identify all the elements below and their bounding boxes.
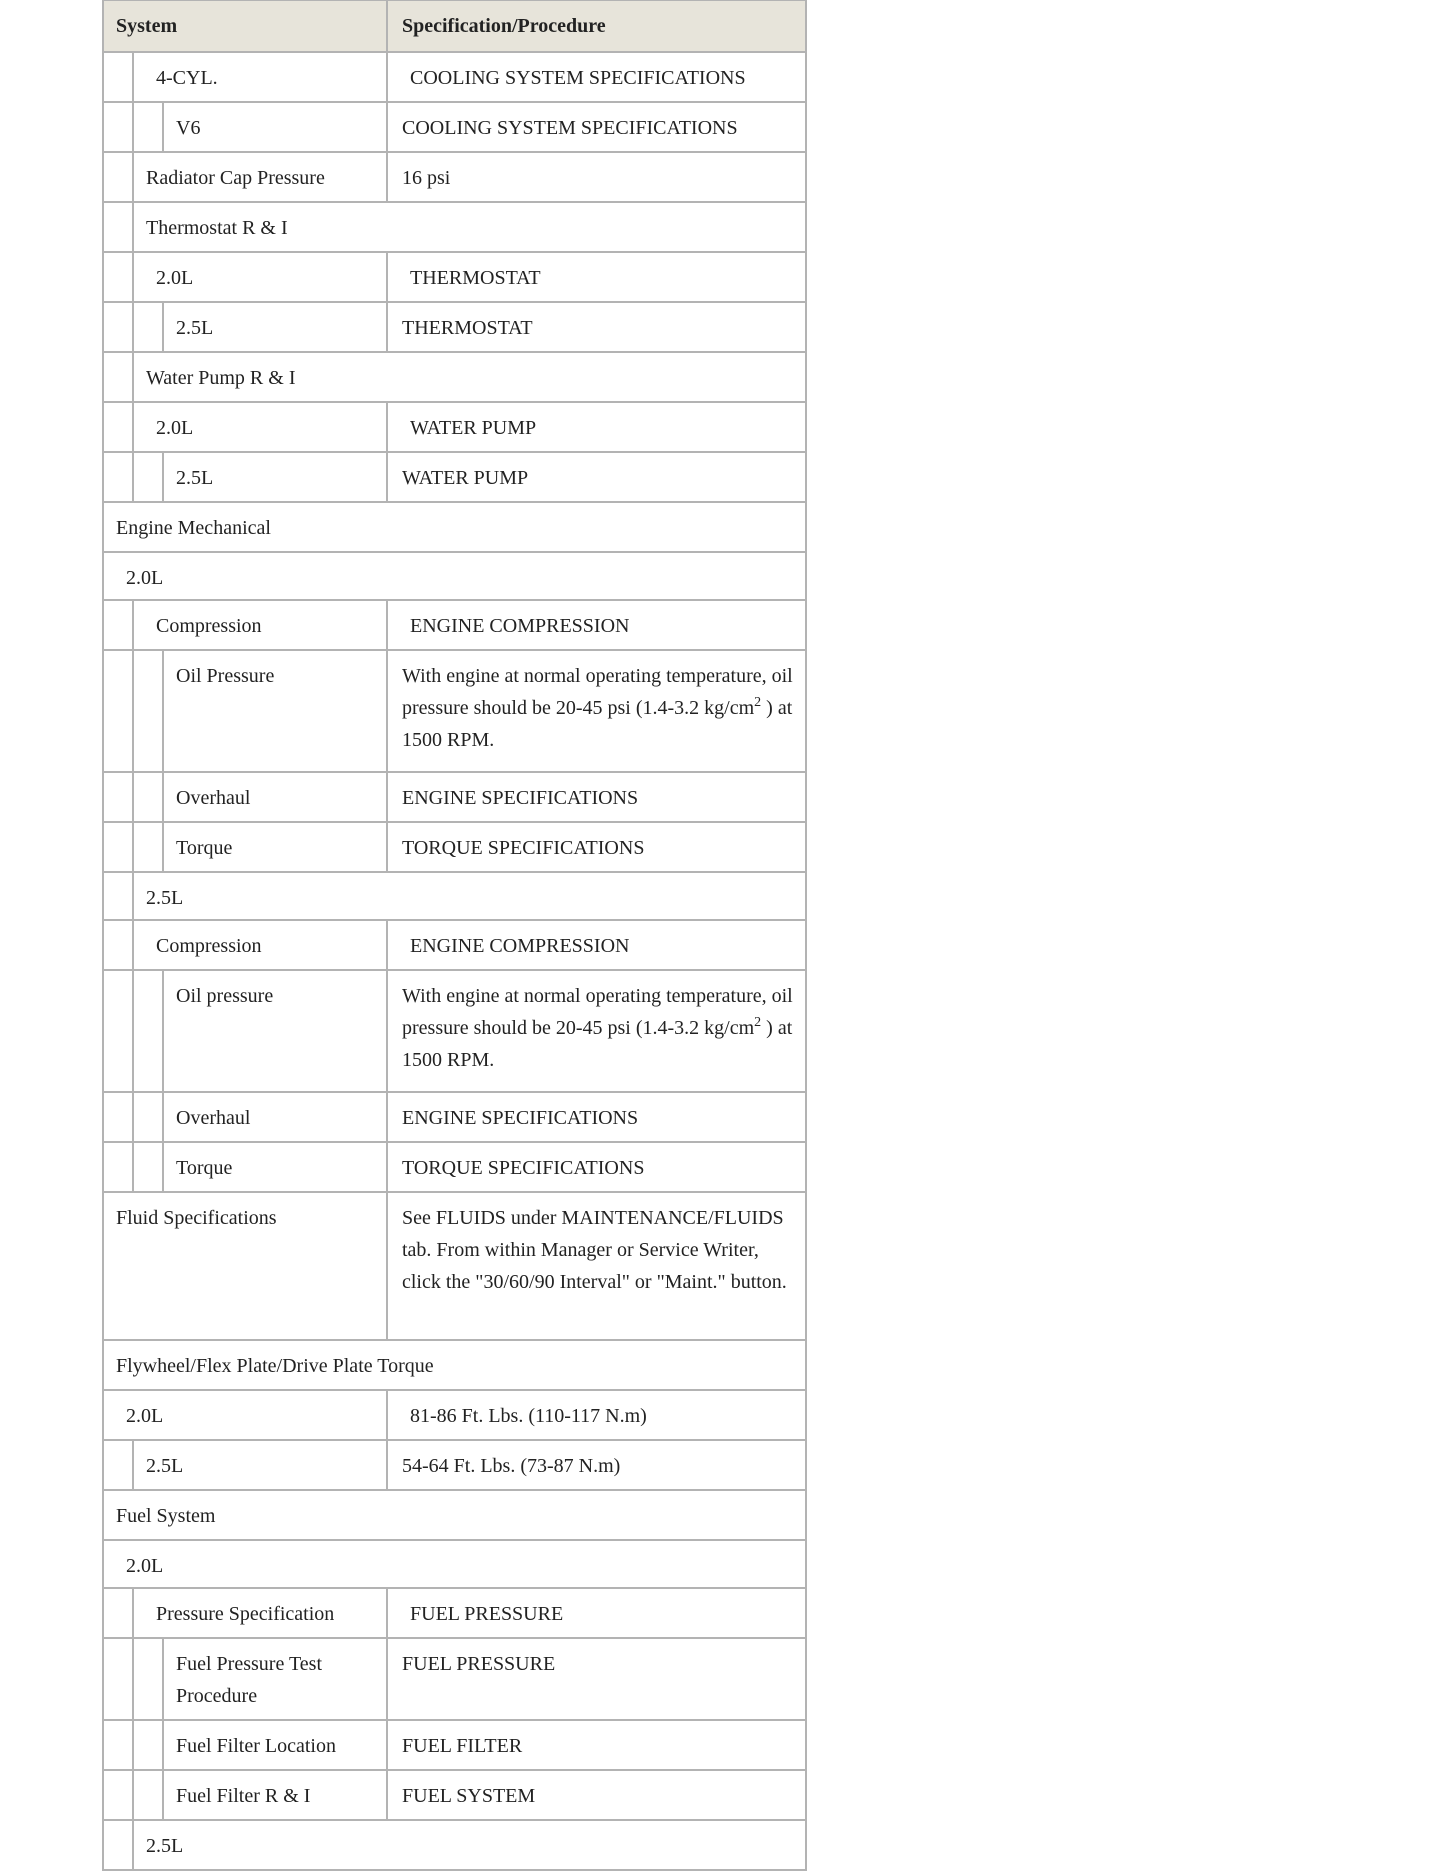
- row-spec: With engine at normal operating temperature, oil pressure should be 20-45 psi (1.4-3.2 $kg/cm^2$ ) at 1500 RPM.: [402, 985, 793, 1071]
- row-group-label: Flywheel/Flex Plate/Drive Plate Torque: [116, 1355, 434, 1377]
- table-row: [104, 599, 805, 649]
- table-header: [104, 1, 805, 51]
- spec-table: [102, 0, 807, 1871]
- table-row-group: [104, 351, 805, 401]
- row-spec-link[interactable]: FUEL SYSTEM: [402, 1785, 536, 1807]
- table-row: [104, 251, 805, 301]
- row-spec-link[interactable]: FUEL PRESSURE: [402, 1653, 556, 1675]
- row-group-label: 2.0L: [126, 1555, 164, 1577]
- row-spec-link[interactable]: WATER PUMP: [402, 467, 529, 489]
- table-row: [104, 1191, 805, 1339]
- table-row: [104, 1439, 805, 1489]
- table-row: [104, 51, 805, 101]
- row-spec-link[interactable]: TORQUE SPECIFICATIONS: [402, 1157, 645, 1179]
- table-row: [104, 771, 805, 821]
- row-system: Torque: [176, 1157, 233, 1179]
- table-row: [104, 969, 805, 1091]
- row-spec-link[interactable]: COOLING SYSTEM SPECIFICATIONS: [402, 117, 738, 139]
- row-system: Oil pressure: [176, 985, 274, 1007]
- table-row: [104, 451, 805, 501]
- table-row-group: [104, 1489, 805, 1539]
- header-spec: Specification/Procedure: [402, 15, 606, 37]
- row-spec-link[interactable]: ENGINE COMPRESSION: [410, 615, 630, 637]
- row-spec-link[interactable]: FUEL PRESSURE: [410, 1603, 564, 1625]
- row-spec-link[interactable]: WATER PUMP: [410, 417, 537, 439]
- row-system: Fuel Filter R & I: [176, 1785, 311, 1807]
- row-spec-link[interactable]: ENGINE SPECIFICATIONS: [402, 787, 639, 809]
- table-row: [104, 301, 805, 351]
- table-row: [104, 1141, 805, 1191]
- table-row: [104, 1587, 805, 1637]
- table-row-group: [104, 551, 805, 599]
- table-row: [104, 821, 805, 871]
- row-system: V6: [176, 117, 201, 139]
- row-spec: 54-64 Ft. Lbs. (73-87 N.m): [402, 1455, 621, 1477]
- row-system: 2.5L: [176, 467, 214, 489]
- table-row-group: [104, 1819, 805, 1869]
- header-system: System: [116, 15, 178, 37]
- table-row-group: [104, 1539, 805, 1587]
- row-spec: 16 psi: [402, 167, 451, 189]
- row-group-label: Fuel System: [116, 1505, 216, 1527]
- row-system: Compression: [156, 935, 262, 957]
- row-system: Fluid Specifications: [116, 1207, 277, 1229]
- row-system: Torque: [176, 837, 233, 859]
- table-row: [104, 919, 805, 969]
- row-group-label: Thermostat R & I: [146, 217, 288, 239]
- table-row: [104, 1769, 805, 1819]
- row-system: Pressure Specification: [156, 1603, 335, 1625]
- row-system: Oil Pressure: [176, 665, 275, 687]
- table-row: [104, 1389, 805, 1439]
- row-system: Overhaul: [176, 787, 251, 809]
- table-row-group: [104, 501, 805, 551]
- table-row: [104, 1637, 805, 1719]
- row-group-label: Water Pump R & I: [146, 367, 296, 389]
- row-system: 2.0L: [156, 267, 194, 289]
- table-row: [104, 1091, 805, 1141]
- row-spec: 81-86 Ft. Lbs. (110-117 N.m): [410, 1405, 647, 1427]
- row-system: 4-CYL.: [156, 67, 218, 89]
- row-spec-link[interactable]: ENGINE SPECIFICATIONS: [402, 1107, 639, 1129]
- row-system: Compression: [156, 615, 262, 637]
- row-group-label: 2.5L: [146, 887, 184, 909]
- row-system: Radiator Cap Pressure: [146, 167, 325, 189]
- row-spec-link[interactable]: COOLING SYSTEM SPECIFICATIONS: [410, 67, 746, 89]
- row-system: Fuel Filter Location: [176, 1735, 336, 1757]
- table-row-group: [104, 871, 805, 919]
- table-row-group: [104, 201, 805, 251]
- row-system: 2.0L: [126, 1405, 164, 1427]
- row-system: Overhaul: [176, 1107, 251, 1129]
- row-spec-link[interactable]: THERMOSTAT: [410, 267, 541, 289]
- row-system: Fuel Pressure Test Procedure: [176, 1653, 322, 1707]
- row-spec: See FLUIDS under MAINTENANCE/FLUIDS tab. From within Manager or Service Writer, click the "30/60/90 Interval" or "Maint." button.: [402, 1207, 787, 1293]
- row-system: 2.5L: [176, 317, 214, 339]
- table-row-group: [104, 1339, 805, 1389]
- row-group-label: 2.5L: [146, 1835, 184, 1857]
- row-system: 2.0L: [156, 417, 194, 439]
- row-group-label: 2.0L: [126, 567, 164, 589]
- table-row: [104, 151, 805, 201]
- row-spec-link[interactable]: FUEL FILTER: [402, 1735, 523, 1757]
- row-spec-link[interactable]: ENGINE COMPRESSION: [410, 935, 630, 957]
- row-spec-link[interactable]: THERMOSTAT: [402, 317, 533, 339]
- row-spec-link[interactable]: TORQUE SPECIFICATIONS: [402, 837, 645, 859]
- row-system: 2.5L: [146, 1455, 184, 1477]
- table-row: [104, 401, 805, 451]
- row-group-label: Engine Mechanical: [116, 517, 271, 539]
- table-row: [104, 101, 805, 151]
- table-row: [104, 649, 805, 771]
- table-row: [104, 1719, 805, 1769]
- row-spec: With engine at normal operating temperature, oil pressure should be 20-45 psi (1.4-3.2 $kg/cm^2$ ) at 1500 RPM.: [402, 665, 793, 751]
